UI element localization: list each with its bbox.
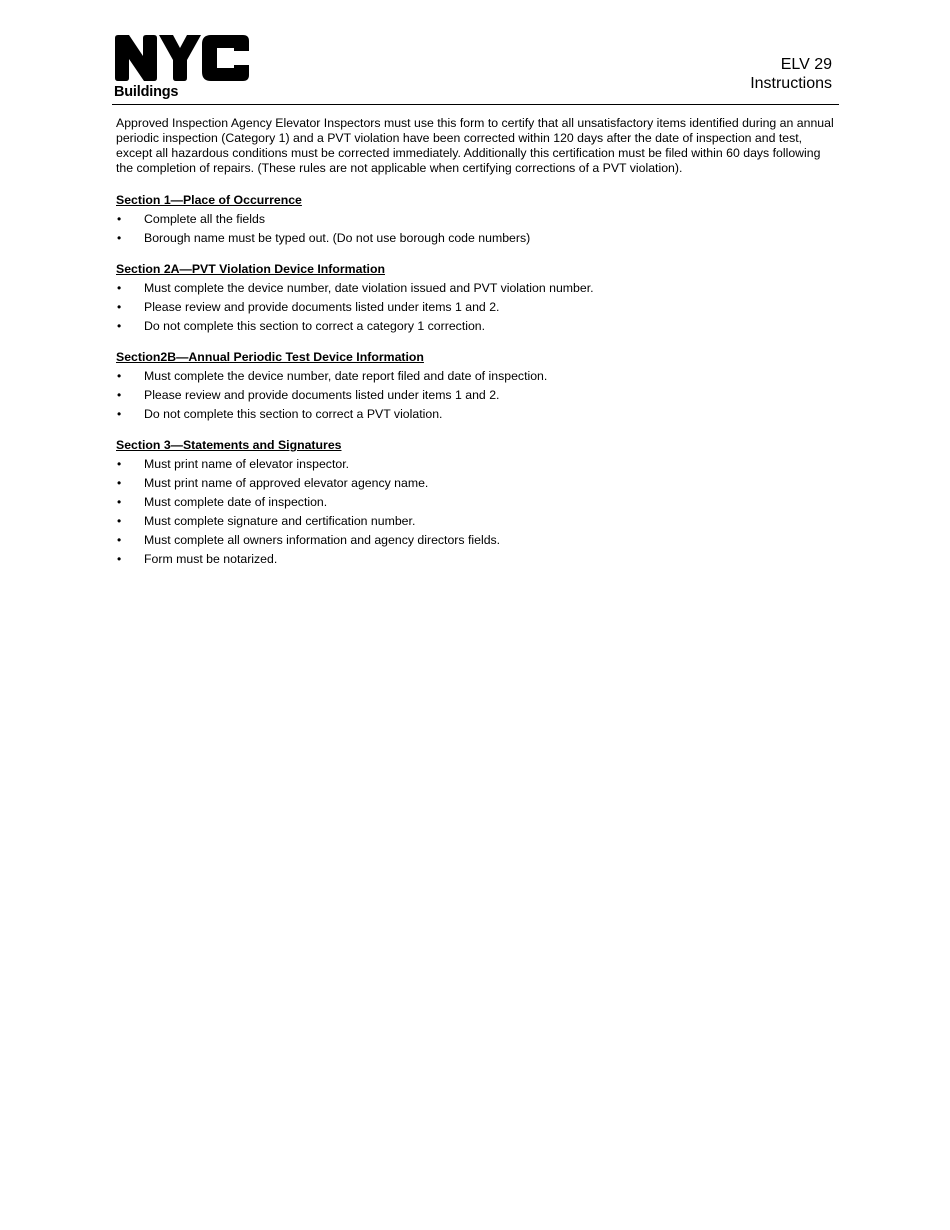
bullet-icon: • bbox=[117, 281, 122, 295]
section-title: Section 1—Place of Occurrence bbox=[116, 193, 302, 207]
bullet-icon: • bbox=[117, 231, 122, 245]
list-item: • Must complete the device number, date report filed and date of inspection. bbox=[116, 367, 836, 386]
svg-text:™: ™ bbox=[243, 36, 248, 42]
list-item: • Must complete date of inspection. bbox=[116, 493, 836, 512]
list-item: • Borough name must be typed out. (Do not use borough code numbers) bbox=[116, 229, 836, 248]
list-item: • Form must be notarized. bbox=[116, 550, 836, 569]
section-2b bbox=[116, 349, 836, 424]
form-number: ELV 29 bbox=[780, 56, 832, 73]
bullet-icon: • bbox=[117, 212, 122, 226]
nyc-buildings-logo bbox=[113, 34, 253, 102]
bullet-icon: • bbox=[117, 300, 122, 314]
header-divider bbox=[112, 104, 839, 105]
bullet-list bbox=[116, 279, 836, 336]
list-item: • Do not complete this section to correct a PVT violation. bbox=[116, 405, 836, 424]
nyc-logo-icon bbox=[113, 34, 251, 82]
bullet-icon: • bbox=[117, 457, 122, 471]
bullet-list bbox=[116, 367, 836, 424]
list-item: • Must complete the device number, date violation issued and PVT violation number. bbox=[116, 279, 836, 298]
list-item: • Must complete all owners information and agency directors fields. bbox=[116, 531, 836, 550]
list-item: • Must print name of elevator inspector. bbox=[116, 455, 836, 474]
bullet-icon: • bbox=[117, 319, 122, 333]
list-item: • Please review and provide documents listed under items 1 and 2. bbox=[116, 298, 836, 317]
list-item: • Please review and provide documents listed under items 1 and 2. bbox=[116, 386, 836, 405]
bullet-icon: • bbox=[117, 514, 122, 528]
section-title: Section 2A—PVT Violation Device Information bbox=[116, 262, 385, 276]
section-1 bbox=[116, 192, 836, 248]
bullet-icon: • bbox=[117, 388, 122, 402]
bullet-icon: • bbox=[117, 552, 122, 566]
list-item: • Do not complete this section to correct a category 1 correction. bbox=[116, 317, 836, 336]
section-3 bbox=[116, 437, 836, 569]
bullet-icon: • bbox=[117, 476, 122, 490]
bullet-icon: • bbox=[117, 407, 122, 421]
bullet-icon: • bbox=[117, 495, 122, 509]
form-identifier bbox=[750, 55, 832, 93]
logo-subtitle: Buildings bbox=[114, 84, 179, 100]
bullet-icon: • bbox=[117, 369, 122, 383]
instructions-body bbox=[116, 116, 836, 582]
section-2a bbox=[116, 261, 836, 336]
bullet-icon: • bbox=[117, 533, 122, 547]
form-type: Instructions bbox=[750, 75, 832, 92]
bullet-list bbox=[116, 210, 836, 248]
list-item: • Must complete signature and certification number. bbox=[116, 512, 836, 531]
bullet-list bbox=[116, 455, 836, 569]
list-item: • Must print name of approved elevator agency name. bbox=[116, 474, 836, 493]
section-title: Section2B—Annual Periodic Test Device Information bbox=[116, 350, 424, 364]
list-item: • Complete all the fields bbox=[116, 210, 836, 229]
section-title: Section 3—Statements and Signatures bbox=[116, 438, 342, 452]
intro-paragraph: Approved Inspection Agency Elevator Inspectors must use this form to certify that all unsatisfactory items identified during an annual periodic inspection (Category 1) and a PVT violation have been corrected within 120 days after the date of inspection and test, except all hazardous conditions must be corrected immediately. Additionally this certification must be filed within 60 days following the completion of repairs. (These rules are not applicable when certifying corrections of a PVT violation). bbox=[116, 116, 834, 175]
